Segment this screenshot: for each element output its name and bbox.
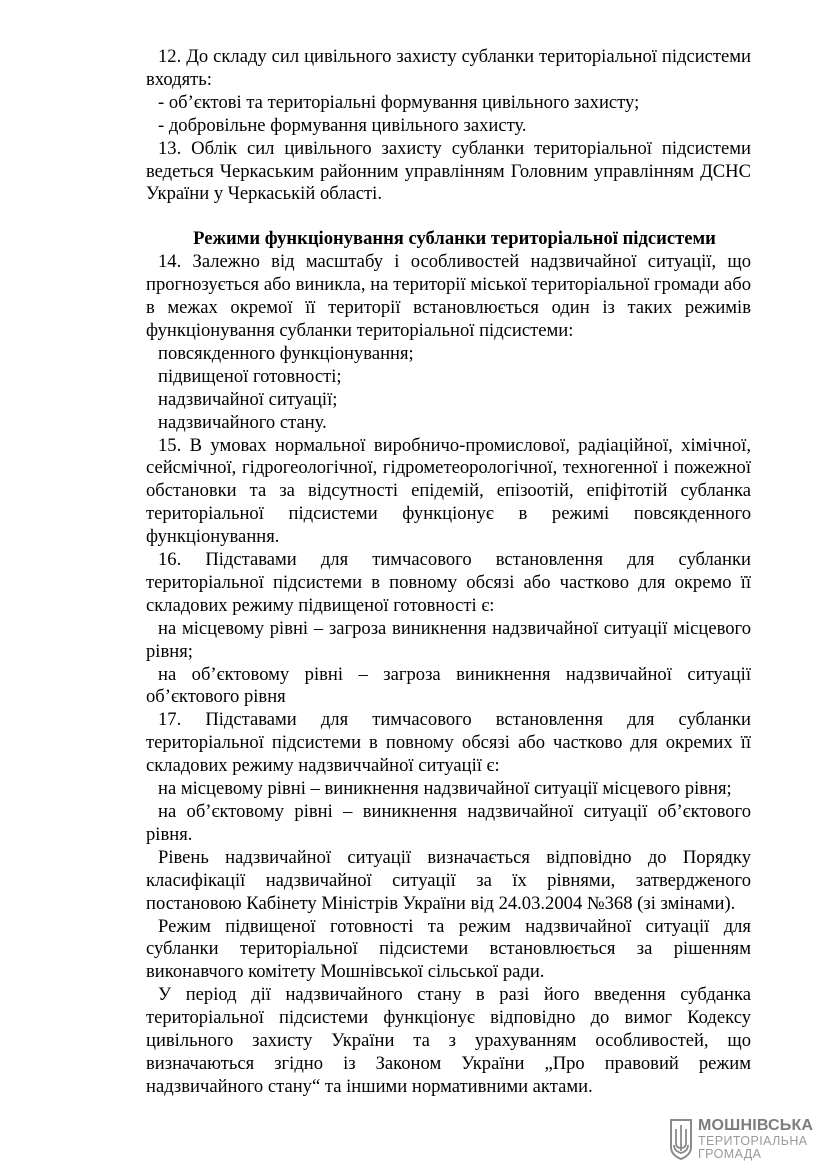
paragraph-13: 13. Облік сил цивільного захисту субланки територіальної підсистеми ведеться Черкаським районним управлінням Головним управлінням ДСНС України у Черкаській області.: [146, 137, 751, 205]
paragraph-regime-decision: Режим підвищеної готовності та режим надзвичайної ситуації для субланки територіальної підсистеми встановлюється за рішенням виконавчого комітету Мошнівської сільської ради.: [146, 915, 751, 983]
paragraph-14: 14. Залежно від масштабу і особливостей надзвичайної ситуації, що прогнозується або виникла, на території міської територіальної громади або в межах окремої її території встановлюється один із таких режимів функціонування субланки територіальної підсистеми:: [146, 251, 751, 341]
list-item-12b: - добровільне формування цивільного захисту.: [158, 114, 527, 136]
trident-icon: [668, 1117, 694, 1161]
section-heading: Режими функціонування субланки територіальної підсистеми: [193, 228, 716, 250]
paragraph-level: Рівень надзвичайної ситуації визначається відповідно до Порядку класифікації надзвичайної ситуації за їх рівнями, затвердженого постановою Кабінету Міністрів України від 24.03.2004 №368 (зі змінами).: [146, 846, 751, 914]
mode-item-emergency-state: надзвичайного стану.: [158, 411, 327, 433]
paragraph-15: 15. В умовах нормальної виробничо-промислової, радіаційної, хімічної, сейсмічної, гідрогеологічної, гідрометеорологічної, техногенної і пожежної обстановки та за відсутності епідемій, епізоотій, епіфітотій субланка територіальної підсистеми функціонує в режимі повсякденного функціонування.: [146, 434, 751, 548]
paragraph-17b: на об’єктовому рівні – виникнення надзвичайної ситуації об’єктового рівня.: [146, 801, 751, 845]
paragraph-16: 16. Підставами для тимчасового встановлення для субланки територіальної підсистеми в повному обсязі або частково для окремо її складових режиму підвищеної готовності є:: [146, 549, 751, 616]
mode-item-everyday: повсякденного функціонування;: [158, 342, 414, 364]
paragraph-12: 12. До складу сил цивільного захисту субланки територіальної підсистеми входять:: [146, 46, 751, 90]
paragraph-16a: на місцевому рівні – загроза виникнення надзвичайної ситуації місцевого рівня;: [146, 617, 751, 662]
community-logo: [668, 1115, 813, 1163]
mode-item-readiness: підвищеної готовності;: [158, 365, 342, 387]
paragraph-state-of-emergency: У період дії надзвичайного стану в разі його введення субданка територіальної підсистеми функціонує відповідно до вимог Кодексу цивільного захисту України та з урахуванням особливостей, що визначаються згідно із Законом України „Про правовий режим надзвичайного стану“ та іншими нормативними актами.: [146, 984, 751, 1097]
list-item-12a: - об’єктові та територіальні формування цивільного захисту;: [158, 91, 640, 113]
document-page: [146, 46, 751, 1099]
mode-item-emergency-situation: надзвичайної ситуації;: [158, 388, 338, 410]
paragraph-17: 17. Підставами для тимчасового встановлення для субланки територіальної підсистеми в повному обсязі або частково для окремих її складових режиму надзвиччайної ситуації є:: [146, 709, 751, 777]
logo-subtitle-line1: ТЕРИТОРІАЛЬНА: [698, 1133, 808, 1148]
logo-name: МОШНІВСЬКА: [698, 1116, 814, 1134]
paragraph-17a: на місцевому рівні – виникнення надзвичайної ситуації місцевого рівня;: [158, 778, 732, 800]
paragraph-16b: на об’єктовому рівні – загроза виникнення надзвичайної ситуації об’єктового рівня: [146, 663, 751, 708]
logo-subtitle-line2: ГРОМАДА: [698, 1147, 762, 1161]
